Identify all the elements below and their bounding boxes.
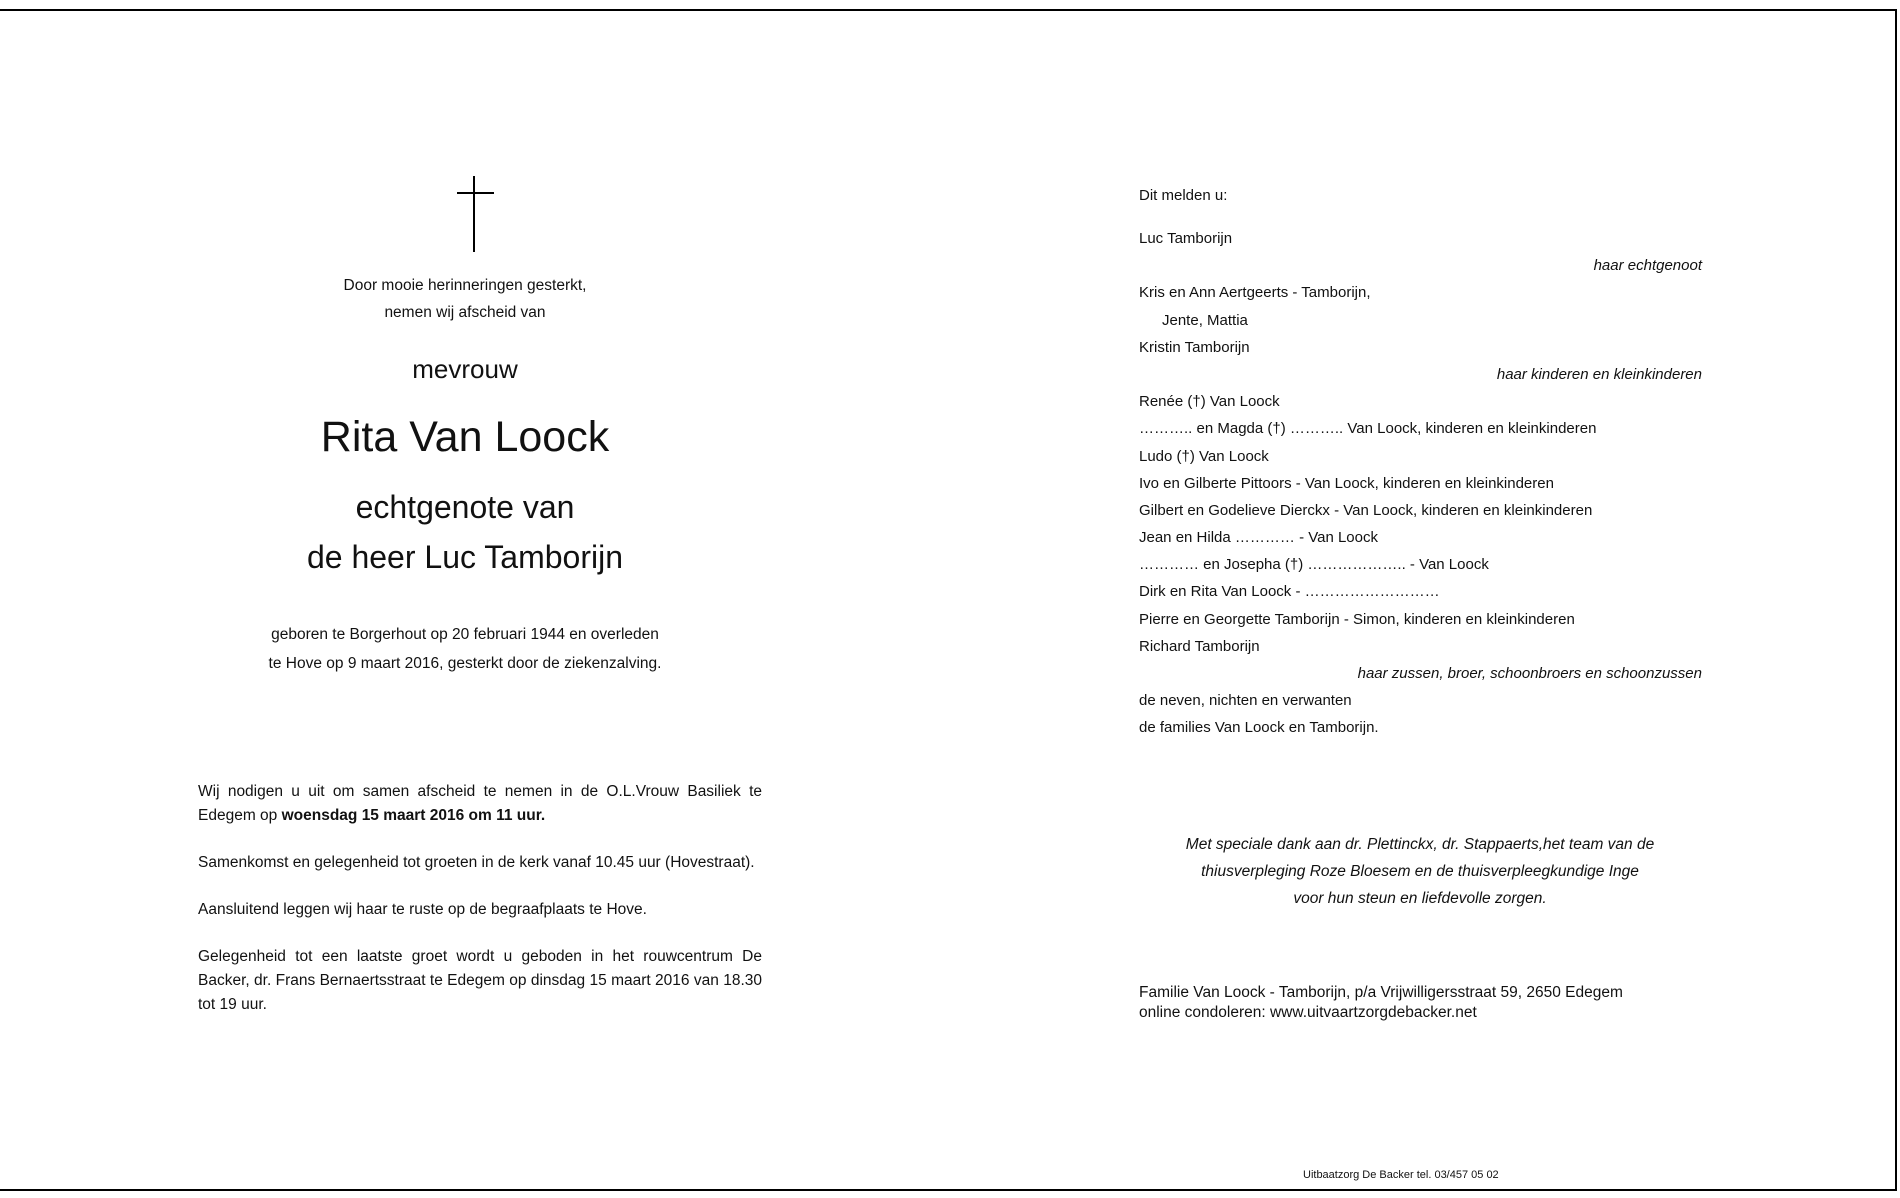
viewing-paragraph: Gelegenheid tot een laatste groet wordt u geboden in het rouwcentrum De Backer, dr. Frans Bernaertsstraat te Edegem op dinsdag 15 maart 2016 van 18.30 tot 19 uur. — [198, 948, 762, 1013]
family-member-line: de families Van Loock en Tamborijn. — [1139, 719, 1379, 737]
family-member-line: Jean en Hilda ………… - Van Loock — [1139, 529, 1378, 547]
family-member-line: ……….. en Magda (†) ……….. Van Loock, kinderen en kleinkinderen — [1139, 420, 1597, 438]
cross-horizontal-bar — [457, 192, 494, 194]
burial-paragraph: Aansluitend leggen wij haar te ruste op de begraafplaats te Hove. — [198, 901, 647, 918]
invitation-paragraph — [198, 780, 762, 828]
death-line: te Hove op 9 maart 2016, gesterkt door de ziekenzalving. — [268, 655, 662, 672]
announcement-heading: Dit melden u: — [1139, 187, 1228, 204]
funeral-home-footer: Uitbaatzorg De Backer tel. 03/457 05 02 — [1303, 1169, 1499, 1181]
card-border-bottom — [0, 1189, 1897, 1191]
family-member-line: de neven, nichten en verwanten — [1139, 692, 1352, 710]
thanks-line: voor hun steun en liefdevolle zorgen. — [1293, 890, 1547, 907]
family-member-line: Luc Tamborijn — [1139, 230, 1233, 247]
thanks-line: thiusverpleging Roze Bloesem en de thuisverpleegkundige Inge — [1201, 863, 1639, 880]
contact-block — [1139, 983, 1623, 1023]
relation-label: haar echtgenoot — [1593, 257, 1702, 275]
family-announcement — [1139, 182, 1702, 742]
funeral-date: woensdag 15 maart 2016 om 11 uur. — [281, 807, 546, 824]
relation-label: haar zussen, broer, schoonbroers en schoonzussen — [1357, 665, 1702, 682]
family-address: Familie Van Loock - Tamborijn, p/a Vrijwilligersstraat 59, 2650 Edegem — [1139, 984, 1623, 1001]
intro-line: nemen wij afscheid van — [384, 304, 546, 321]
intro-text — [165, 272, 765, 326]
family-list — [1139, 225, 1702, 742]
family-member-line: Ludo (†) Van Loock — [1139, 447, 1269, 465]
family-member-line: Pierre en Georgette Tamborijn - Simon, kinderen en kleinkinderen — [1139, 610, 1575, 628]
thanks-note — [1125, 831, 1715, 912]
spouse-info — [165, 482, 765, 582]
deceased-name: Rita Van Loock — [320, 413, 610, 461]
family-member-line: Ivo en Gilberte Pittoors - Van Loock, kinderen en kleinkinderen — [1139, 474, 1554, 492]
birth-death-info — [165, 620, 765, 678]
card-border-right — [1895, 9, 1897, 1191]
gathering-paragraph: Samenkomst en gelegenheid tot groeten in de kerk vanaf 10.45 uur (Hovestraat). — [198, 854, 755, 871]
family-member-line: Dirk en Rita Van Loock - ……………………… — [1139, 583, 1440, 601]
family-member-line: Richard Tamborijn — [1139, 637, 1260, 655]
spouse-line: de heer Luc Tamborijn — [306, 539, 624, 575]
thanks-line: Met speciale dank aan dr. Plettinckx, dr. Stappaerts,het team van de — [1185, 836, 1655, 853]
funeral-invitation — [198, 780, 762, 1040]
family-member-line: Kris en Ann Aertgeerts - Tamborijn, — [1139, 284, 1371, 302]
birth-line: geboren te Borgerhout op 20 februari 1944 en overleden — [271, 626, 659, 643]
family-member-line: ………… en Josepha (†) ……………….. - Van Loock — [1139, 556, 1489, 574]
honorific: mevrouw — [412, 354, 518, 384]
cross-vertical-bar — [473, 176, 475, 252]
card-border-top — [0, 9, 1897, 11]
spouse-line: echtgenote van — [355, 489, 575, 525]
relation-label: haar kinderen en kleinkinderen — [1496, 365, 1702, 383]
invitation-text: Wij nodigen u uit om samen afscheid te nemen in de O.L.Vrouw Basiliek te Edegem op — [198, 783, 762, 824]
online-condolence: online condoleren: www.uitvaartzorgdebacker.net — [1139, 1004, 1477, 1021]
family-member-line: Gilbert en Godelieve Dierckx - Van Loock, kinderen en kleinkinderen — [1139, 501, 1593, 519]
family-member-line: Renée (†) Van Loock — [1139, 393, 1280, 411]
family-member-line: Kristin Tamborijn — [1139, 338, 1250, 356]
intro-line: Door mooie herinneringen gesterkt, — [343, 277, 587, 294]
family-member-line: Jente, Mattia — [1162, 311, 1248, 329]
